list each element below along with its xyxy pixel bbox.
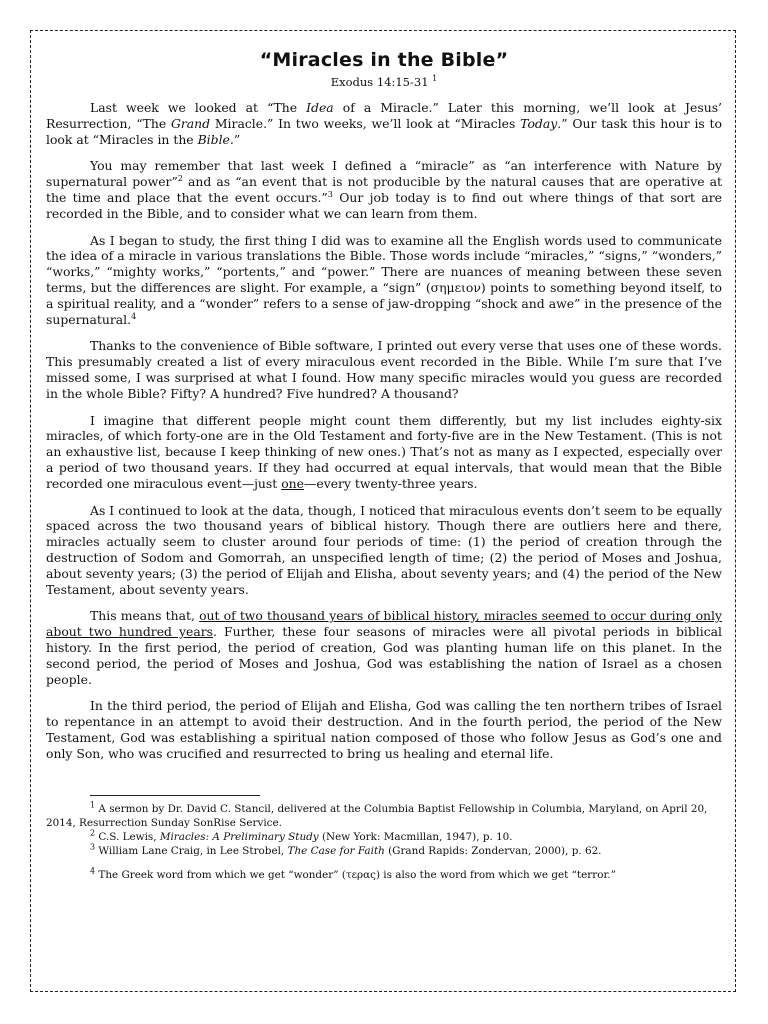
paragraph-7: This means that, out of two thousand years of biblical history, miracles seemed to occur during only about two hundred years. Further, these four seasons of miracles were all pivotal periods in biblical history. In the first period, the period of creation, God was planting human life on this planet. In the second period, the period of Moses and Joshua, God was establishing the nation of Israel as a chosen people. [46,608,722,687]
paragraph-3: As I began to study, the first thing I did was to examine all the English words used to communicate the idea of a miracle in various translations the Bible. Those words include “miracles,” “signs,” “wonders,” “works,” “mighty works,” “portents,” and “power.” There are nuances of meaning between these seven terms, but the differences are slight. For example, a “sign” (σημειον) points to something beyond itself, to a spiritual reality, and a “wonder” refers to a sense of jaw-dropping “shock and awe” in the presence of the supernatural.$^4$ [46,232,722,327]
footnote-divider [90,795,260,796]
underlined-one: one [281,475,304,491]
paragraph-2: You may remember that last week I defined a “miracle” as “an interference with Nature by supernatural power”$^2$ and as “an event that is not producible by the natural causes that are operative at the time and place that the event occurs.”$^3$ Our job today is to find out where things of that sort are recorded in the Bible, and to consider what we can learn from them. [46,158,723,221]
paragraph-1: Last week we looked at “The Idea of a Miracle.” Later this morning, we’ll look at Jesus’ Resurrection, “The Grand Miracle.” In two weeks, we’ll look at “Miracles Today.” Our task this hour is to look at “Miracles in the Bible.” [46,100,722,147]
footnote-1: $^1$ A sermon by Dr. David C. Stancil, delivered at the Columbia Baptist Fellowship in Columbia, Maryland, on April 20, 2014, Resurrection Sunday SonRise Service. [46,801,708,830]
footnote-ref-4[interactable]: 4 [131,311,137,321]
footnote-ref-1[interactable]: 1 [432,74,438,84]
sermon-document [46,48,722,882]
footnote-ref-3[interactable]: 3 [327,189,333,199]
footnote-ref-2[interactable]: 2 [177,174,183,184]
paragraph-8: In the third period, the period of Elijah and Elisha, God was calling the ten northern tribes of Israel to repentance in an attempt to avoid their destruction. And in the fourth period, the period of the New Testament, God was establishing a spiritual nation composed of those who follow Jesus as God’s one and only Son, who was crucified and resurrected to bring us healing and eternal life. [46,698,722,761]
footnote-2: $^2$ C.S. Lewis, Miracles: A Preliminary Study (New York: Macmillan, 1947), p. 10. [90,829,513,844]
paragraph-4: Thanks to the convenience of Bible software, I printed out every verse that uses one of these words. This presumably created a list of every miraculous event recorded in the Bible. While I’m sure that I’ve missed some, I was surprised at what I found. How many specific miracles would you guess are recorded in the whole Bible? Fifty? A hundred? Five hundred? A thousand? [46,338,722,401]
scripture-reference [46,74,722,90]
footnote-4: $^4$ The Greek word from which we get “wonder” (τερας) is also the word from which we get “terror.” [90,867,616,882]
scripture-text: Exodus 14:15-31 [330,75,429,89]
underlined-key-point: out of two thousand years of biblical history, miracles seemed to occur during only about two hundred years [46,608,722,640]
page-title: “Miracles in the Bible” [259,49,509,71]
footnote-3: $^3$ William Lane Craig, in Lee Strobel, The Case for Faith (Grand Rapids: Zondervan, 2000), p. 62. [90,843,602,858]
paragraph-5: I imagine that different people might count them differently, but my list includes eighty-six miracles, of which forty-one are in the Old Testament and forty-five are in the New Testament. (This is not an exhaustive list, because I keep thinking of new ones.) That’s not as many as I expected, especially over a period of two thousand years. If they had occurred at equal intervals, that would mean that the Bible recorded one miraculous event—just one—every twenty-three years. [46,412,722,491]
paragraph-6: As I continued to look at the data, though, I noticed that miraculous events don’t seem to be equally spaced across the two thousand years of biblical history. Though there are outliers here and there, miracles actually seem to cluster around four periods of time: (1) the period of creation through the destruction of Sodom and Gomorrah, an unspecified length of time; (2) the period of Moses and Joshua, about seventy years; (3) the period of Elijah and Elisha, about seventy years; and (4) the period of the New Testament, about seventy years. [46,502,722,597]
